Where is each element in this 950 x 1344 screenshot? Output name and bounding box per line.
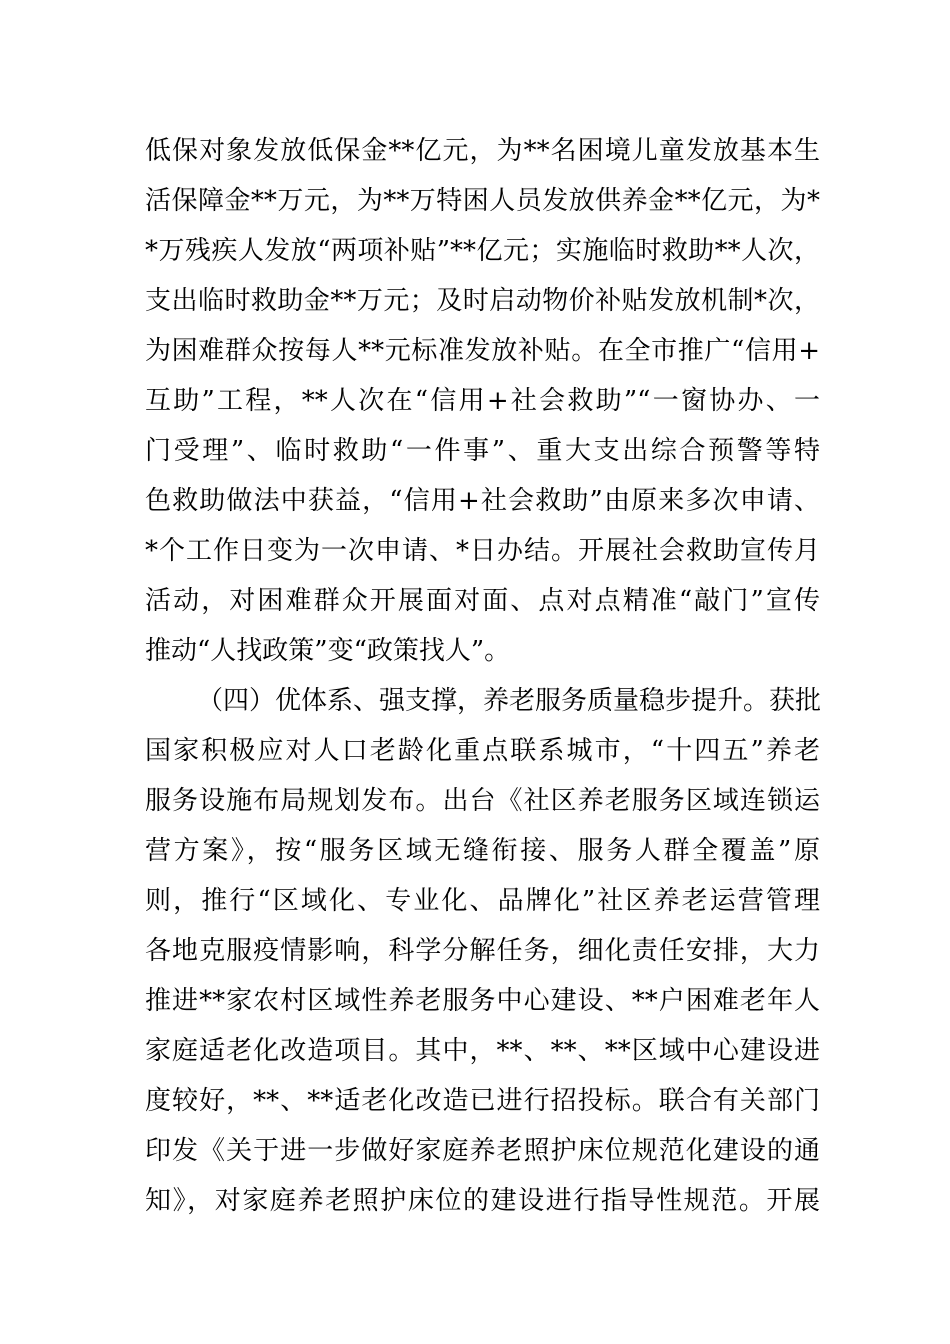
text-line: 色救助做法中获益，“信用+社会救助”由原来多次申请、 xyxy=(145,486,820,516)
text-line: 度较好，**、**适老化改造已进行招投标。联合有关部门 xyxy=(145,1086,820,1116)
text-line: 活保障金**万元，为**万特困人员发放供养金**亿元，为* xyxy=(145,186,820,216)
text-line: 互助”工程，**人次在“信用+社会救助”“一窗协办、一 xyxy=(145,386,820,416)
paragraph-heading-line: （四）优体系、强支撑，养老服务质量稳步提升。获批 xyxy=(197,686,822,716)
text-line: 低保对象发放低保金**亿元，为**名困境儿童发放基本生 xyxy=(145,136,820,166)
text-line: 国家积极应对人口老龄化重点联系城市，“十四五”养老 xyxy=(145,736,820,766)
text-line: 家庭适老化改造项目。其中，**、**、**区域中心建设进 xyxy=(145,1036,820,1066)
text-line: *万残疾人发放“两项补贴”**亿元；实施临时救助**人次， xyxy=(145,236,820,266)
text-line: 推进**家农村区域性养老服务中心建设、**户困难老年人 xyxy=(145,986,820,1016)
document-body xyxy=(145,126,820,1226)
text-line: 印发《关于进一步做好家庭养老照护床位规范化建设的通 xyxy=(145,1136,820,1166)
text-line: 推动“人找政策”变“政策找人”。 xyxy=(145,636,511,666)
text-line: *个工作日变为一次申请、*日办结。开展社会救助宣传月 xyxy=(145,536,820,566)
text-line: 门受理”、临时救助“一件事”、重大支出综合预警等特 xyxy=(145,436,820,466)
text-line: 服务设施布局规划发布。出台《社区养老服务区域连锁运 xyxy=(145,786,820,816)
text-line: 各地克服疫情影响，科学分解任务，细化责任安排，大力 xyxy=(145,936,820,966)
text-line: 营方案》，按“服务区域无缝衔接、服务人群全覆盖”原 xyxy=(145,836,820,866)
text-line: 则，推行“区域化、专业化、品牌化”社区养老运营管理 xyxy=(145,886,820,916)
text-line: 支出临时救助金**万元；及时启动物价补贴发放机制*次， xyxy=(145,286,820,316)
text-line: 活动，对困难群众开展面对面、点对点精准“敲门”宣传 xyxy=(145,586,820,616)
text-line: 知》，对家庭养老照护床位的建设进行指导性规范。开展 xyxy=(145,1186,820,1216)
text-line: 为困难群众按每人**元标准发放补贴。在全市推广“信用+ xyxy=(145,336,820,366)
